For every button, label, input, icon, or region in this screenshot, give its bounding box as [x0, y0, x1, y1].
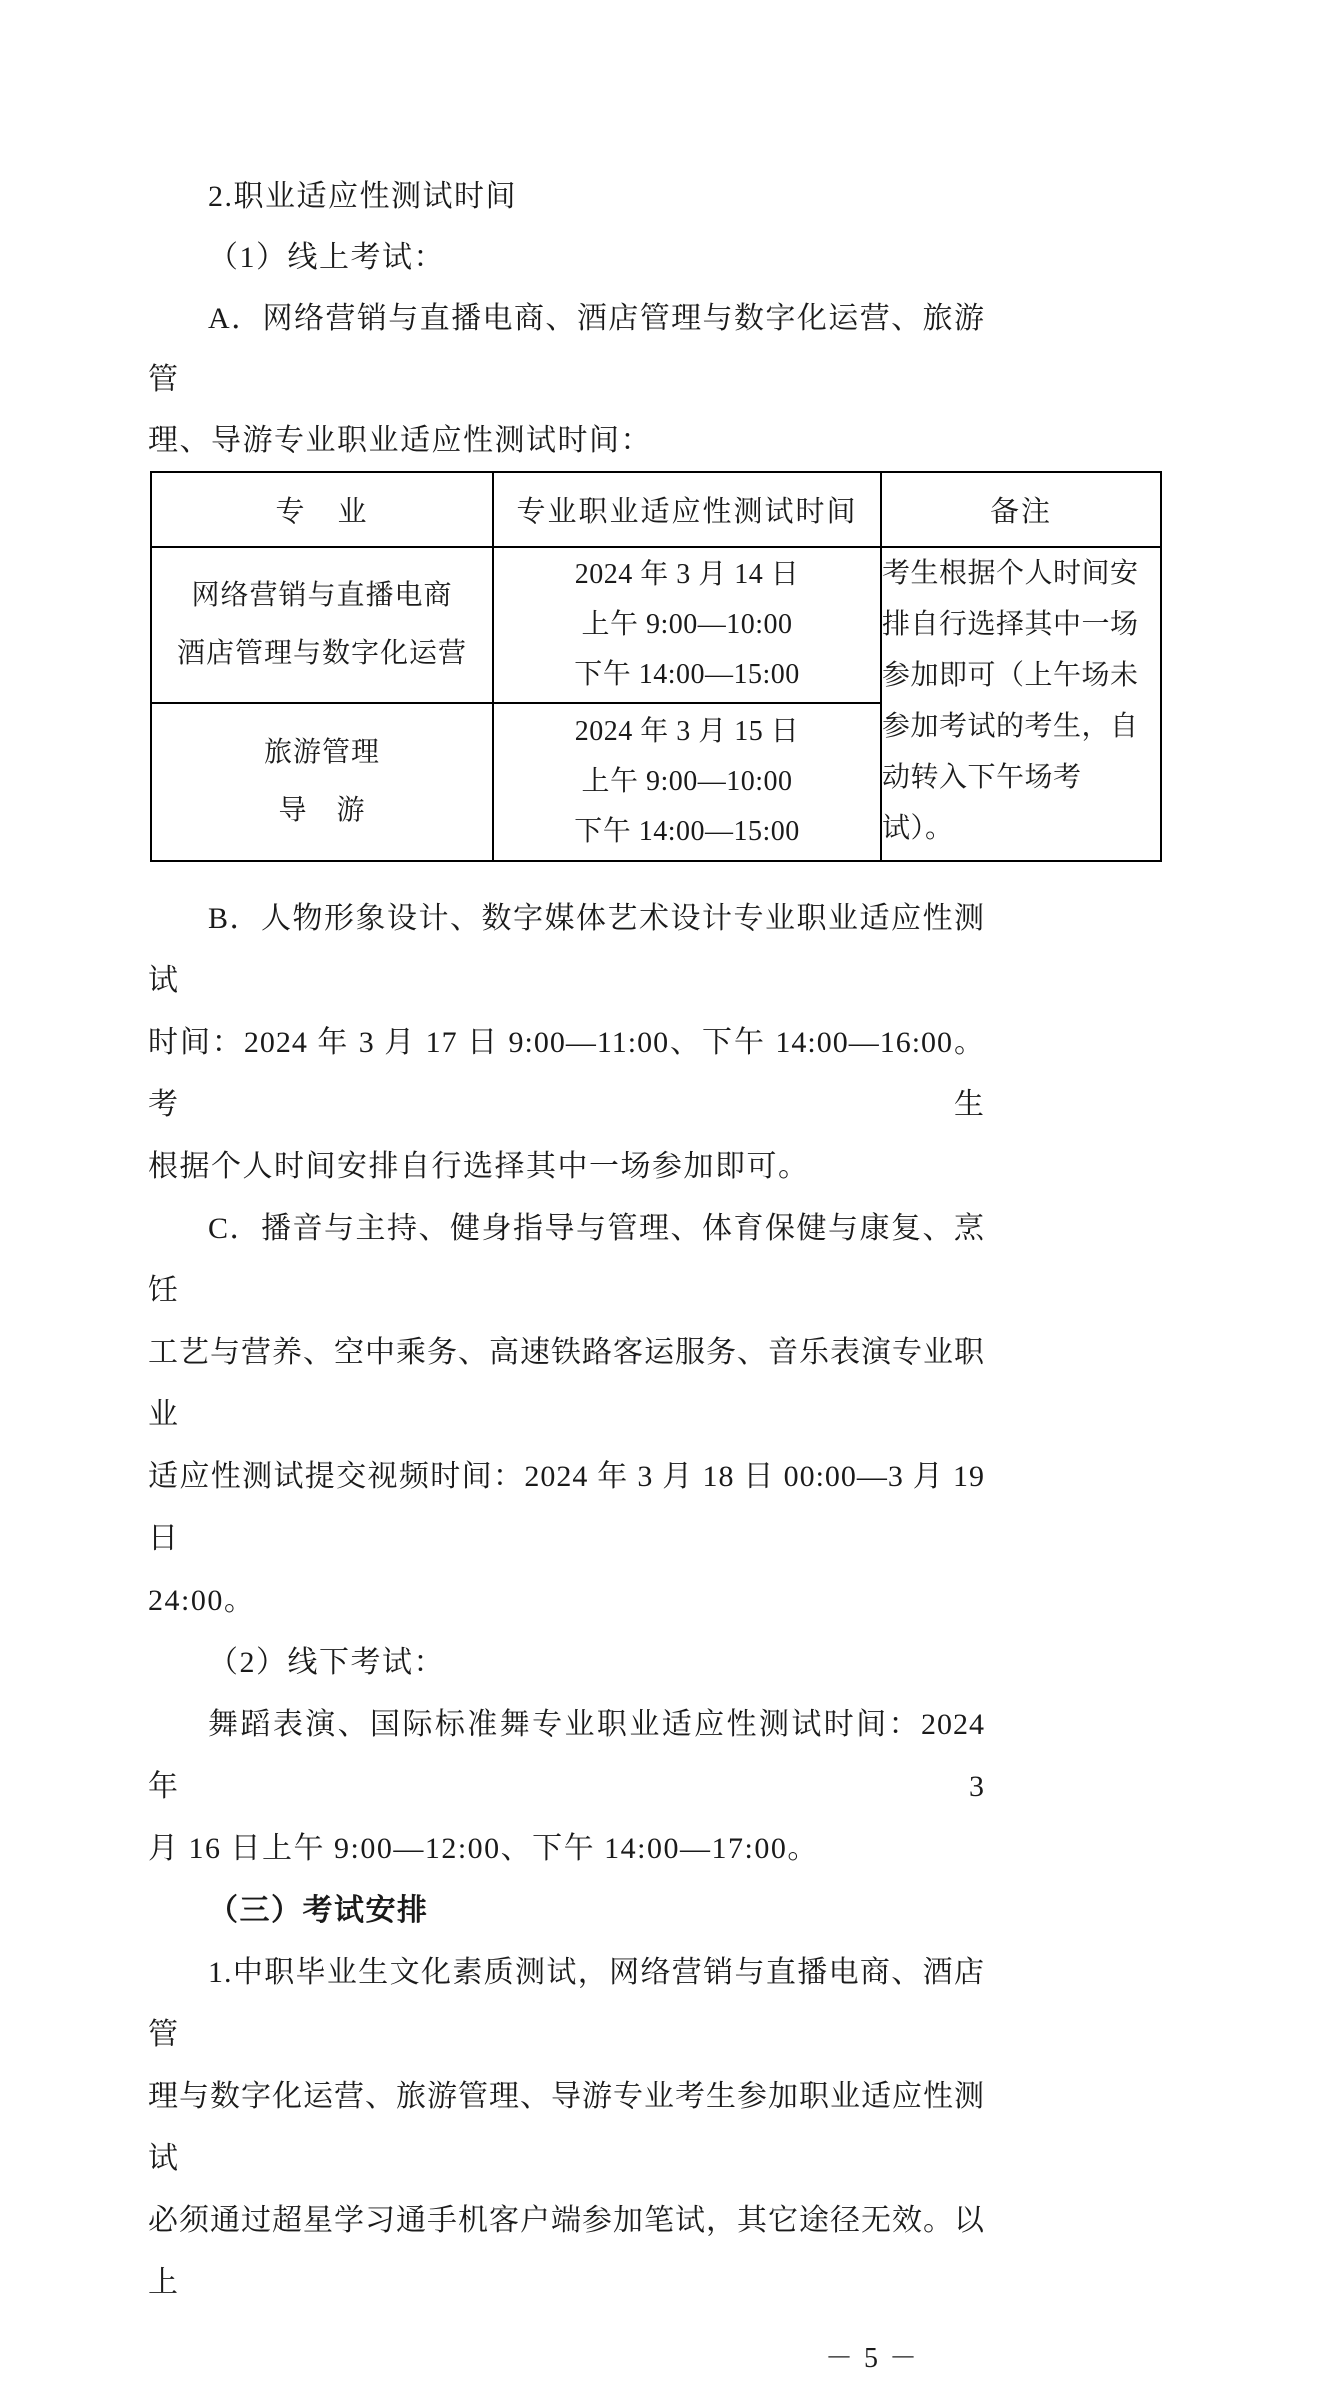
line-sub-2: （2）线下考试： [208, 1646, 445, 1679]
remark-line: 参加即可（上午场未 [882, 660, 1139, 691]
section-after-table [148, 888, 985, 2314]
time-line: 上午 9:00—10:00 [581, 609, 793, 640]
document-content [148, 166, 1139, 2390]
table-row [151, 547, 1161, 703]
remark-line: 动转入下午场考 [882, 762, 1082, 793]
para-c-line-1: C．播音与主持、健身指导与管理、体育保健与康复、烹饪 [148, 1212, 985, 1307]
para-b-line-3: 根据个人时间安排自行选择其中一场参加即可。 [148, 1150, 810, 1183]
para-dance-line-1: 舞蹈表演、国际标准舞专业职业适应性测试时间：2024 年 3 [148, 1708, 985, 1803]
table-header-row [151, 472, 1161, 547]
exam-schedule-table [150, 471, 1162, 862]
time-line: 2024 年 3 月 14 日 [574, 559, 800, 590]
time-line: 下午 14:00—15:00 [574, 659, 800, 690]
remark-line: 试）。 [882, 813, 954, 844]
major-line: 导 游 [278, 795, 366, 826]
remark-line: 排自行选择其中一场 [882, 609, 1139, 640]
line-heading-3: （三）考试安排 [208, 1894, 429, 1927]
para-c-line-3: 适应性测试提交视频时间：2024 年 3 月 18 日 00:00—3 月 19 日 [148, 1460, 985, 1555]
header-time-cell: 专业职业适应性测试时间 [493, 472, 881, 547]
row2-time-cell [493, 703, 881, 861]
time-line: 上午 9:00—10:00 [581, 766, 793, 797]
para-b-line-1: B．人物形象设计、数字媒体艺术设计专业职业适应性测试 [148, 902, 985, 997]
remark-line: 考生根据个人时间安 [882, 558, 1139, 589]
line-sub-1: （1）线上考试： [208, 241, 445, 274]
para-a-line-2: 理、导游专业职业适应性测试时间： [148, 424, 652, 457]
para-c-line-2: 工艺与营养、空中乘务、高速铁路客运服务、音乐表演专业职业 [148, 1336, 985, 1431]
para-b-line-2: 时间：2024 年 3 月 17 日 9:00—11:00、下午 14:00—16:00。考生 [148, 1026, 985, 1121]
remark-cell [881, 547, 1161, 861]
para-1-line-1: 1.中职毕业生文化素质测试，网络营销与直播电商、酒店管 [148, 1956, 985, 2051]
header-remark-cell: 备注 [881, 472, 1161, 547]
major-line: 酒店管理与数字化运营 [176, 638, 467, 669]
para-1-line-2: 理与数字化运营、旅游管理、导游专业考生参加职业适应性测试 [148, 2080, 985, 2175]
major-line: 旅游管理 [263, 737, 380, 768]
time-line: 下午 14:00—15:00 [574, 816, 800, 847]
page-number: － 5 － [824, 2343, 919, 2374]
para-dance-line-2: 月 16 日上午 9:00—12:00、下午 14:00—17:00。 [148, 1832, 819, 1865]
header-major-cell: 专 业 [151, 472, 493, 547]
row2-major-cell [151, 703, 493, 861]
remark-line: 参加考试的考生，自 [882, 711, 1139, 742]
time-line: 2024 年 3 月 15 日 [574, 716, 800, 747]
para-1-line-3: 必须通过超星学习通手机客户端参加笔试，其它途径无效。以上 [148, 2204, 985, 2299]
major-line: 网络营销与直播电商 [191, 580, 453, 611]
row1-major-cell [151, 547, 493, 703]
row1-time-cell [493, 547, 881, 703]
line-heading-2: 2.职业适应性测试时间 [208, 180, 517, 213]
para-a-line-1: A．网络营销与直播电商、酒店管理与数字化运营、旅游管 [148, 302, 985, 396]
para-c-line-4: 24:00。 [148, 1584, 256, 1617]
section-online-exam [148, 166, 985, 471]
